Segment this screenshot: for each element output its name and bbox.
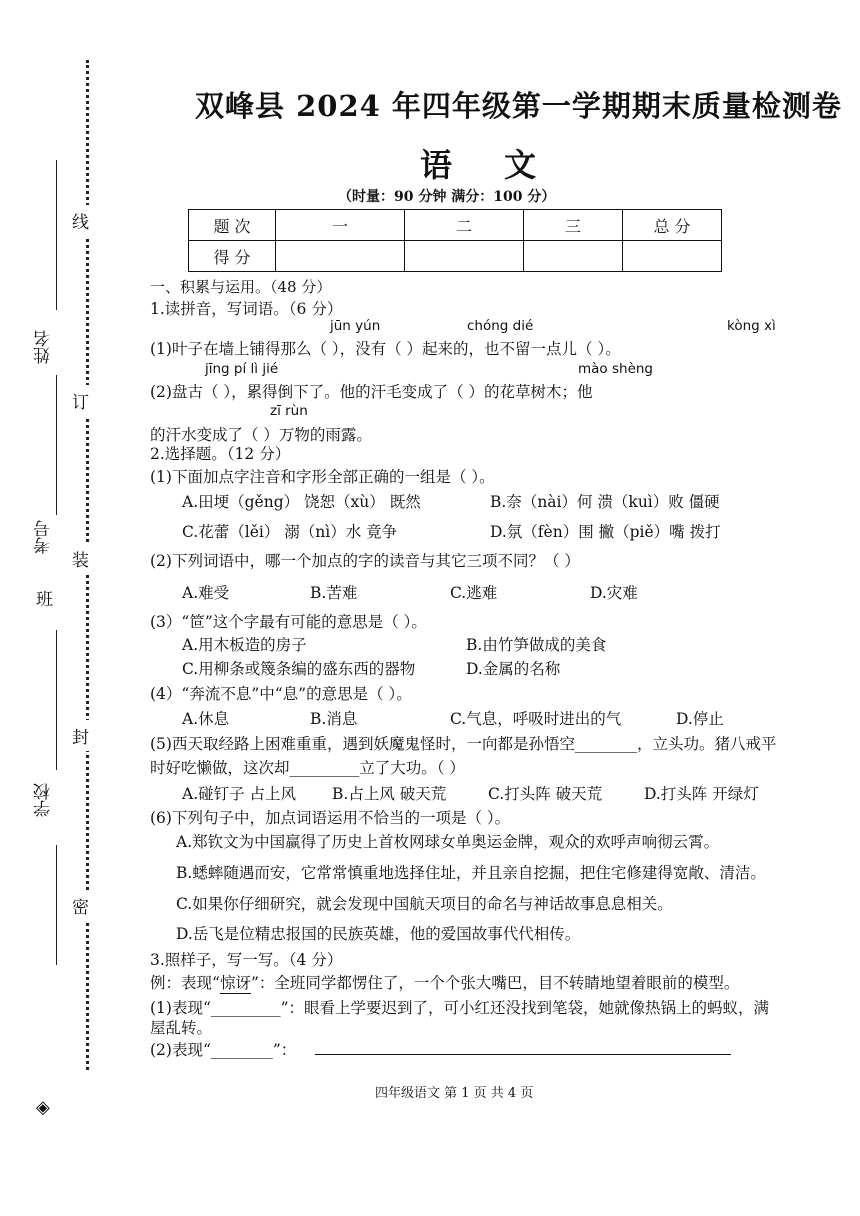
exam-number-field-line[interactable] [56, 375, 57, 515]
q3-example-suffix: ”：全班同学都愣住了，一个个张大嘴巴，目不转睛地望着眼前的模型。 [250, 974, 740, 992]
diamond-icon: ◈ [36, 1097, 50, 1118]
q2-4-stem: (4）“奔流不息”中“息”的意思是（ ）。 [150, 685, 412, 703]
score-row-label: 得 分 [189, 241, 276, 272]
q2-6-stem: (6)下列句子中，加点词语运用不恰当的一项是（ ）。 [150, 809, 511, 827]
q2-4-option-b[interactable]: B.消息 [310, 710, 358, 728]
q2-2-stem: (2)下列词语中，哪一个加点的字的读音与其它三项不同？（ ） [150, 552, 580, 570]
score-table-col-1: 一 [276, 210, 405, 241]
q3-example-word: 惊讶 [220, 971, 251, 994]
q2-3-option-d[interactable]: D.金属的名称 [466, 660, 561, 678]
q3-example [150, 971, 739, 994]
q2-1-option-d[interactable]: D.氛（fèn）围 撇（piě）嘴 拨打 [490, 523, 721, 541]
pinyin-jing-pi-li-jie: jīng pí lì jié [205, 361, 279, 377]
q2-6-option-b[interactable]: B.蟋蟀随遇而安，它常常慎重地选择住址，并且亲自挖掘，把住宅修建得宽敞、清洁。 [176, 864, 766, 882]
q2-3-option-a[interactable]: A.用木板造的房子 [182, 636, 307, 654]
school-field-line[interactable] [56, 845, 57, 965]
score-cell-1[interactable] [276, 241, 405, 272]
q3-title: 3.照样子，写一写。（4 分） [150, 951, 343, 969]
score-table-col-3: 三 [524, 210, 623, 241]
class-field-line[interactable] [56, 630, 57, 770]
school-field-label: 学校 [34, 783, 54, 817]
q2-4-option-c[interactable]: C.气息，呼吸时进出的气 [450, 710, 622, 728]
q2-2-option-a[interactable]: A.难受 [182, 584, 230, 602]
q2-1-stem: (1)下面加点字注音和字形全部正确的一组是（ ）。 [150, 468, 495, 486]
q3-1-line[interactable]: (1)表现“_________”：眼看上学要迟到了，可小红还没找到笔袋，她就像热锅上的蚂蚁，满 [150, 999, 770, 1017]
q2-5-stem-line-2: 时好吃懒做，这次却_________立了大功。（ ） [150, 759, 465, 777]
q2-5-option-d[interactable]: D.打头阵 开绿灯 [644, 785, 759, 803]
score-table-col-2: 二 [405, 210, 524, 241]
seal-char-xian: 线 [72, 205, 89, 236]
class-field-label: 班 [36, 590, 53, 610]
pinyin-jun-yun: jūn yún [330, 318, 381, 334]
q2-2-option-c[interactable]: C.逃难 [450, 584, 498, 602]
q2-5-option-a[interactable]: A.碰钉子 占上风 [182, 785, 297, 803]
q2-1-option-b[interactable]: B.奈（nài）何 溃（kuì）败 僵硬 [490, 493, 720, 511]
q2-5-option-c[interactable]: C.打头阵 破天荒 [488, 785, 603, 803]
time-score-info: （时量：90 分钟 满分：100 分） [338, 189, 556, 205]
seal-char-feng: 封 [72, 720, 89, 751]
q2-3-stem: (3）“笸”这个字最有可能的意思是（ ）。 [150, 613, 427, 631]
q3-1-line-cont: 屋乱转。 [150, 1019, 213, 1037]
q1-line-2: (2)盘古（ ），累得倒下了。他的汗毛变成了（ ）的花草树木；他 [150, 383, 593, 401]
pinyin-mao-sheng: mào shèng [578, 361, 653, 377]
q2-2-option-d[interactable]: D.灾难 [590, 584, 638, 602]
q1-line-1: (1)叶子在墙上铺得那么（ ），没有（ ）起来的，也不留一点儿（ ）。 [150, 340, 621, 358]
q3-example-prefix: 例：表现“ [150, 974, 220, 992]
q1-title: 1.读拼音，写词语。（6 分） [150, 300, 343, 318]
q2-1-option-c[interactable]: C.花蕾（lěi） 溺（nì）水 竟争 [182, 523, 398, 541]
name-field-label: 姓名 [34, 330, 54, 364]
q2-1-option-a[interactable]: A.田埂（gěng） 饶恕（xù） 既然 [182, 493, 421, 511]
q2-6-option-a[interactable]: A.郑钦文为中国赢得了历史上首枚网球女单奥运金牌，观众的欢呼声响彻云霄。 [176, 833, 720, 851]
pinyin-zi-run: zī rùn [270, 403, 308, 419]
q2-6-option-d[interactable]: D.岳飞是位精忠报国的民族英雄，他的爱国故事代代相传。 [176, 925, 581, 943]
pinyin-chong-die: chóng dié [467, 318, 534, 334]
q2-3-option-b[interactable]: B.由竹笋做成的美食 [466, 636, 607, 654]
pinyin-kong-xi: kòng xì [727, 318, 776, 334]
seal-char-mi: 密 [72, 890, 89, 921]
name-field-line[interactable] [56, 160, 57, 310]
score-cell-3[interactable] [524, 241, 623, 272]
score-cell-total[interactable] [623, 241, 722, 272]
score-table-col-total: 总 分 [623, 210, 722, 241]
q2-5-stem-line-1: (5)西天取经路上困难重重，遇到妖魔鬼怪时，一向都是孙悟空________，立头功。猪八戒平 [150, 735, 777, 753]
exam-number-field-label: 考号 [34, 520, 54, 554]
q2-6-option-c[interactable]: C.如果你仔细研究，就会发现中国航天项目的命名与神话故事息息相关。 [176, 895, 673, 913]
q2-2-option-b[interactable]: B.苦难 [310, 584, 358, 602]
seal-char-ding: 订 [72, 385, 89, 416]
q1-line-3: 的汗水变成了（ ）万物的雨露。 [150, 426, 372, 444]
seal-char-zhuang: 装 [72, 543, 89, 574]
q2-title: 2.选择题。（12 分） [150, 445, 291, 463]
score-cell-2[interactable] [405, 241, 524, 272]
score-table [188, 209, 722, 272]
q2-5-option-b[interactable]: B.占上风 破天荒 [332, 785, 447, 803]
section-1-title: 一、积累与运用。（48 分） [150, 278, 332, 296]
exam-title: 双峰县 2024 年四年级第一学期期末质量检测卷 [195, 89, 842, 123]
q2-4-option-d[interactable]: D.停止 [676, 710, 724, 728]
q3-2-prefix: (2)表现“________”： [150, 1041, 297, 1059]
page-footer: 四年级语文 第 1 页 共 4 页 [375, 1086, 534, 1101]
q2-4-option-a[interactable]: A.休息 [182, 710, 230, 728]
score-table-header: 题 次 [189, 210, 276, 241]
q3-2-answer-line[interactable] [315, 1054, 731, 1055]
subject-title: 语文 [420, 146, 589, 184]
q2-3-option-c[interactable]: C.用柳条或篾条编的盛东西的器物 [182, 660, 416, 678]
